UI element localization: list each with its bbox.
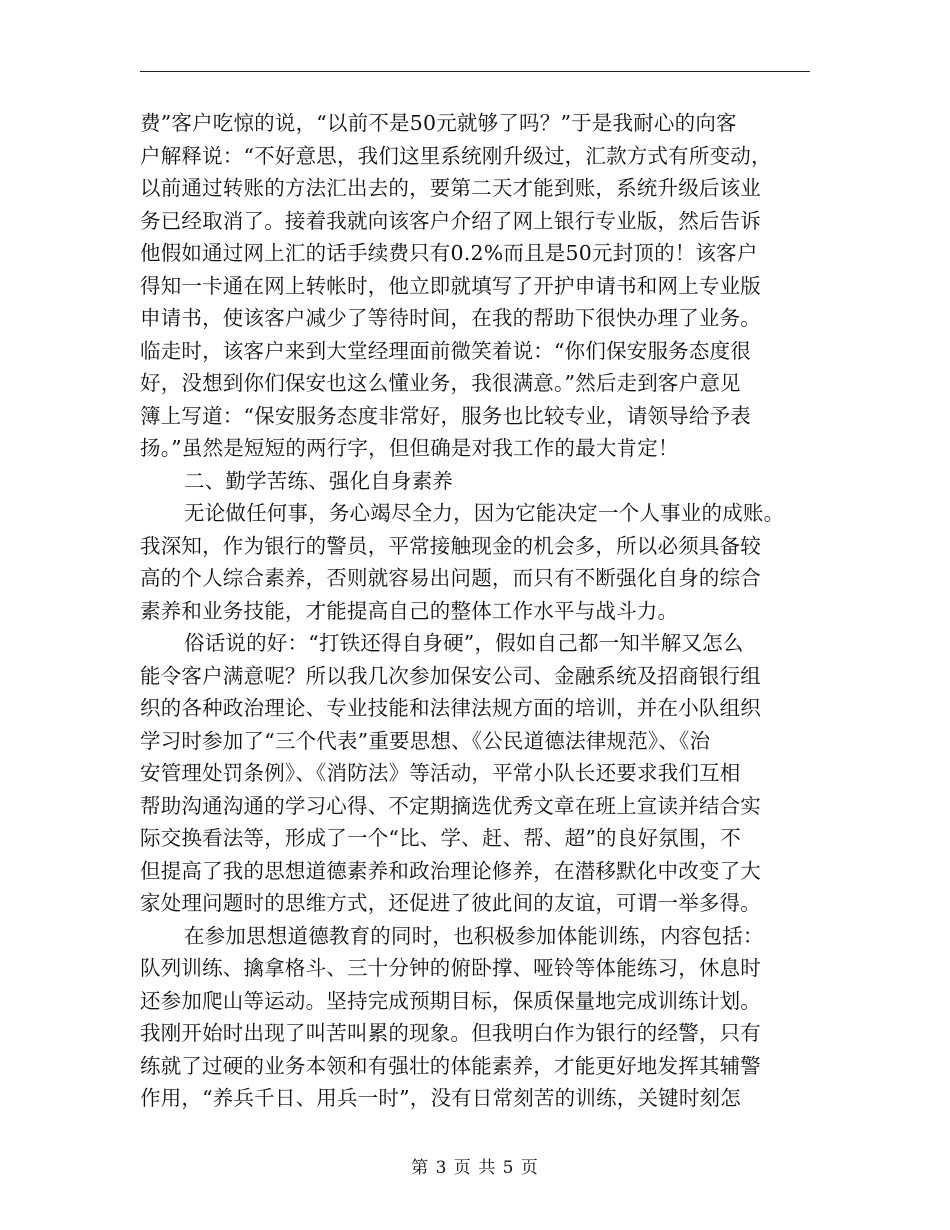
page-footer: 第 3 页 共 5 页 — [411, 1158, 539, 1178]
paragraph-first-line: 二、勤学苦练、强化自身素养 — [184, 468, 454, 493]
document-body — [140, 107, 814, 1115]
text-line: 他假如通过网上汇的话手续费只有0.2%而且是50元封顶的！该客户 — [140, 241, 758, 265]
text-line: 临走时，该客户来到大堂经理面前微笑着说：“你们保安服务态度很 — [140, 338, 751, 363]
text-line: 好，没想到你们保安也这么懂业务，我很满意。”然后走到客户意见 — [140, 371, 741, 395]
text-line: 户解释说：“不好意思，我们这里系统刚升级过，汇款方式有所变动， — [140, 143, 772, 168]
text-line: 高的个人综合素养，否则就容易出问题，而只有不断强化自身的综合 — [140, 566, 761, 590]
text-line: 作用，“养兵千日、用兵一时”，没有日常刻苦的训练，关键时刻怎 — [140, 1086, 741, 1110]
text-line: 帮助沟通沟通的学习心得、不定期摘选优秀文章在班上宣读并结合实 — [140, 793, 761, 818]
text-line: 得知一卡通在网上转帐时，他立即就填写了开护申请书和网上专业版 — [140, 273, 761, 298]
text-line: 织的各种政治理论、专业技能和法律法规方面的培训，并在小队组织 — [140, 696, 761, 720]
header-rule — [140, 71, 810, 72]
text-line: 队列训练、擒拿格斗、三十分钟的俯卧撑、哑铃等体能练习，休息时 — [140, 956, 761, 980]
text-line: 扬。”虽然是短短的两行字，但但确是对我工作的最大肯定！ — [140, 436, 679, 460]
paragraph-first-line: 在参加思想道德教育的同时，也积极参加体能训练，内容包括： — [184, 923, 764, 948]
paragraph-first-line: 无论做任何事，务心竭尽全力，因为它能决定一个人事业的成账。 — [184, 501, 785, 525]
text-line: 申请书，使该客户减少了等待时间，在我的帮助下很快办理了业务。 — [140, 306, 761, 330]
text-line: 我深知，作为银行的警员，平常接触现金的机会多，所以必须具备较 — [140, 533, 761, 558]
paragraph-first-line: 俗话说的好：“打铁还得自身硬”，假如自己都一知半解又怎么 — [184, 631, 744, 655]
text-line: 练就了过硬的业务本领和有强壮的体能素养，才能更好地发挥其辅警 — [140, 1053, 761, 1078]
text-line: 学习时参加了“三个代表”重要思想、《公民道德法律规范》、《治 — [140, 728, 711, 753]
text-line: 以前通过转账的方法汇出去的，要第二天才能到账，系统升级后该业 — [140, 176, 761, 200]
text-line: 家处理问题时的思维方式，还促进了彼此间的友谊，可谓一举多得。 — [140, 891, 761, 915]
text-line: 我刚开始时出现了叫苦叫累的现象。但我明白作为银行的经警，只有 — [140, 1021, 761, 1045]
text-line: 费”客户吃惊的说，“以前不是50元就够了吗？”于是我耐心的向客 — [140, 111, 737, 135]
text-line: 簿上写道：“保安服务态度非常好，服务也比较专业，请领导给予表 — [140, 403, 751, 428]
text-line: 务已经取消了。接着我就向该客户介绍了网上银行专业版，然后告诉 — [140, 208, 761, 233]
text-line: 还参加爬山等运动。坚持完成预期目标，保质保量地完成训练计划。 — [140, 988, 761, 1013]
text-line: 安管理处罚条例》、《消防法》等活动，平常小队长还要求我们互相 — [140, 761, 741, 785]
text-line: 际交换看法等，形成了一个“比、学、赶、帮、超”的良好氛围，不 — [140, 826, 741, 850]
text-line: 素养和业务技能，才能提高自己的整体工作水平与战斗力。 — [140, 598, 679, 623]
text-line: 能令客户满意呢？所以我几次参加保安公司、金融系统及招商银行组 — [140, 663, 761, 688]
text-line: 但提高了我的思想道德素养和政治理论修养，在潜移默化中改变了大 — [140, 858, 761, 883]
